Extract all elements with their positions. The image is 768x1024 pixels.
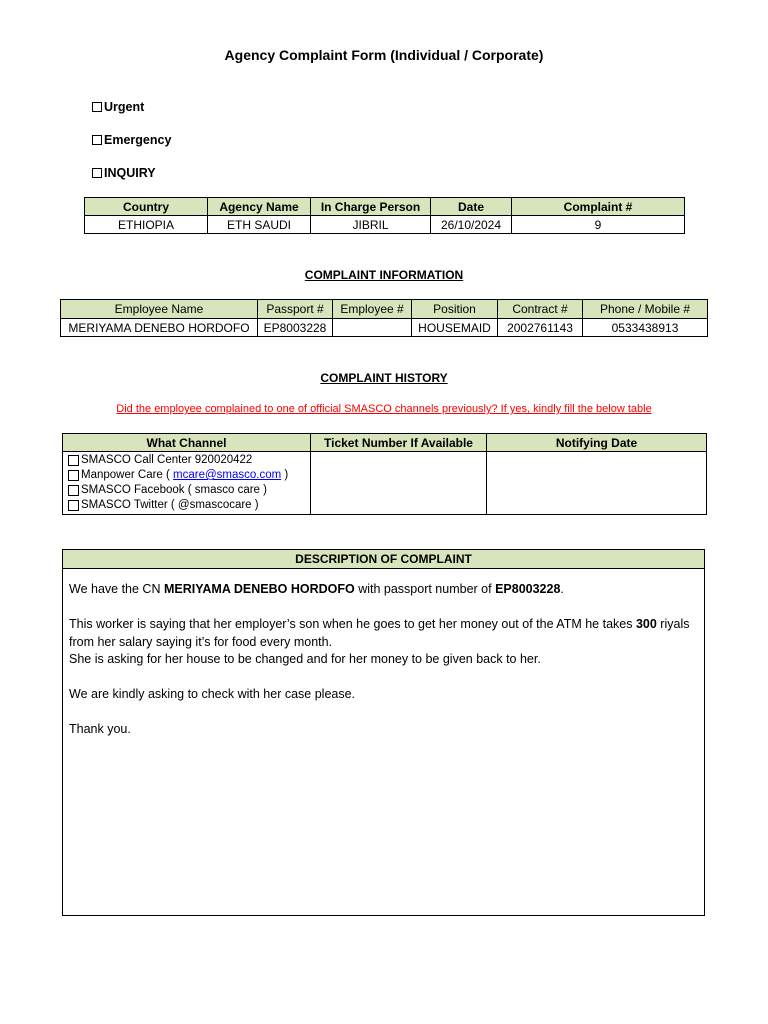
- table-row: [85, 216, 685, 234]
- urgent-option[interactable]: [92, 100, 144, 114]
- complaint-number-value: 9: [512, 216, 685, 234]
- manpower-care-prefix: Manpower Care (: [81, 469, 174, 481]
- inquiry-checkbox[interactable]: [92, 168, 102, 178]
- agency-name-header: Agency Name: [208, 198, 311, 216]
- channel-list: [63, 452, 311, 515]
- history-question: Did the employee complained to one of official SMASCO channels previously? If yes, kindly fill the below table: [116, 403, 652, 415]
- position-header: Position: [412, 300, 498, 319]
- inquiry-label: INQUIRY: [104, 166, 156, 180]
- date-value: 26/10/2024: [431, 216, 512, 234]
- description-text: This worker is saying that her employer’s son when he goes to get her money out of the ATM he takes: [69, 617, 636, 631]
- description-text: .: [560, 582, 564, 596]
- description-box: [62, 549, 705, 916]
- country-value: ETHIOPIA: [85, 216, 208, 234]
- employee-name-value: MERIYAMA DENEBO HORDOFO: [61, 319, 258, 337]
- description-paragraph-4: Thank you.: [69, 722, 131, 736]
- employee-number-header: Employee #: [333, 300, 412, 319]
- urgent-checkbox[interactable]: [92, 102, 102, 112]
- form-title: Agency Complaint Form (Individual / Corporate): [224, 47, 544, 63]
- description-paragraph-1: [69, 581, 698, 599]
- manpower-email-link[interactable]: mcare@smasco.com: [173, 469, 282, 481]
- complaint-info-table: [60, 299, 708, 337]
- manpower-care-checkbox[interactable]: [68, 470, 79, 481]
- notifying-date-cell[interactable]: [487, 452, 707, 515]
- contract-header: Contract #: [498, 300, 583, 319]
- ticket-number-cell[interactable]: [311, 452, 487, 515]
- description-text: We have the CN: [69, 582, 164, 596]
- channel-twitter[interactable]: [63, 498, 310, 513]
- twitter-checkbox[interactable]: [68, 500, 79, 511]
- country-header: Country: [85, 198, 208, 216]
- passport-bold: EP8003228: [495, 582, 561, 596]
- description-heading: DESCRIPTION OF COMPLAINT: [63, 550, 704, 569]
- in-charge-header: In Charge Person: [311, 198, 431, 216]
- complaint-history-table: [62, 433, 707, 515]
- twitter-label: SMASCO Twitter ( @smascocare ): [81, 499, 259, 511]
- manpower-care-suffix: ): [281, 469, 289, 481]
- employee-number-value: [333, 319, 412, 337]
- emergency-option[interactable]: [92, 133, 171, 147]
- complaint-number-header: Complaint #: [512, 198, 685, 216]
- complaint-history-heading: COMPLAINT HISTORY: [320, 371, 448, 385]
- phone-header: Phone / Mobile #: [583, 300, 708, 319]
- in-charge-value: JIBRIL: [311, 216, 431, 234]
- passport-value: EP8003228: [258, 319, 333, 337]
- emergency-checkbox[interactable]: [92, 135, 102, 145]
- description-body: [63, 569, 704, 739]
- facebook-checkbox[interactable]: [68, 485, 79, 496]
- description-text: She is asking for her house to be changed and for her money to be given back to her.: [69, 652, 541, 666]
- ticket-number-header: Ticket Number If Available: [311, 434, 487, 452]
- agency-name-value: ETH SAUDI: [208, 216, 311, 234]
- table-row: [63, 452, 707, 515]
- description-paragraph-3: We are kindly asking to check with her case please.: [69, 687, 356, 701]
- channel-manpower-care[interactable]: [63, 468, 310, 483]
- notifying-date-header: Notifying Date: [487, 434, 707, 452]
- description-text: riyals from her salary saying it’s for food every month.: [69, 617, 693, 649]
- employee-name-bold: MERIYAMA DENEBO HORDOFO: [163, 582, 355, 596]
- phone-value: 0533438913: [583, 319, 708, 337]
- date-header: Date: [431, 198, 512, 216]
- table-row: [61, 319, 708, 337]
- contract-value: 2002761143: [498, 319, 583, 337]
- agency-table: [84, 197, 685, 234]
- position-value: HOUSEMAID: [412, 319, 498, 337]
- emergency-label: Emergency: [104, 133, 172, 147]
- call-center-label: SMASCO Call Center 920020422: [81, 454, 253, 466]
- description-text: with passport number of: [354, 582, 496, 596]
- facebook-label: SMASCO Facebook ( smasco care ): [81, 484, 267, 496]
- description-paragraph-2: [69, 616, 698, 669]
- amount-bold: 300: [635, 617, 657, 631]
- channel-call-center[interactable]: [63, 453, 310, 468]
- what-channel-header: What Channel: [63, 434, 311, 452]
- channel-facebook[interactable]: [63, 483, 310, 498]
- passport-header: Passport #: [258, 300, 333, 319]
- urgent-label: Urgent: [104, 100, 145, 114]
- employee-name-header: Employee Name: [61, 300, 258, 319]
- inquiry-option[interactable]: [92, 166, 156, 180]
- call-center-checkbox[interactable]: [68, 455, 79, 466]
- complaint-information-heading: COMPLAINT INFORMATION: [304, 268, 464, 282]
